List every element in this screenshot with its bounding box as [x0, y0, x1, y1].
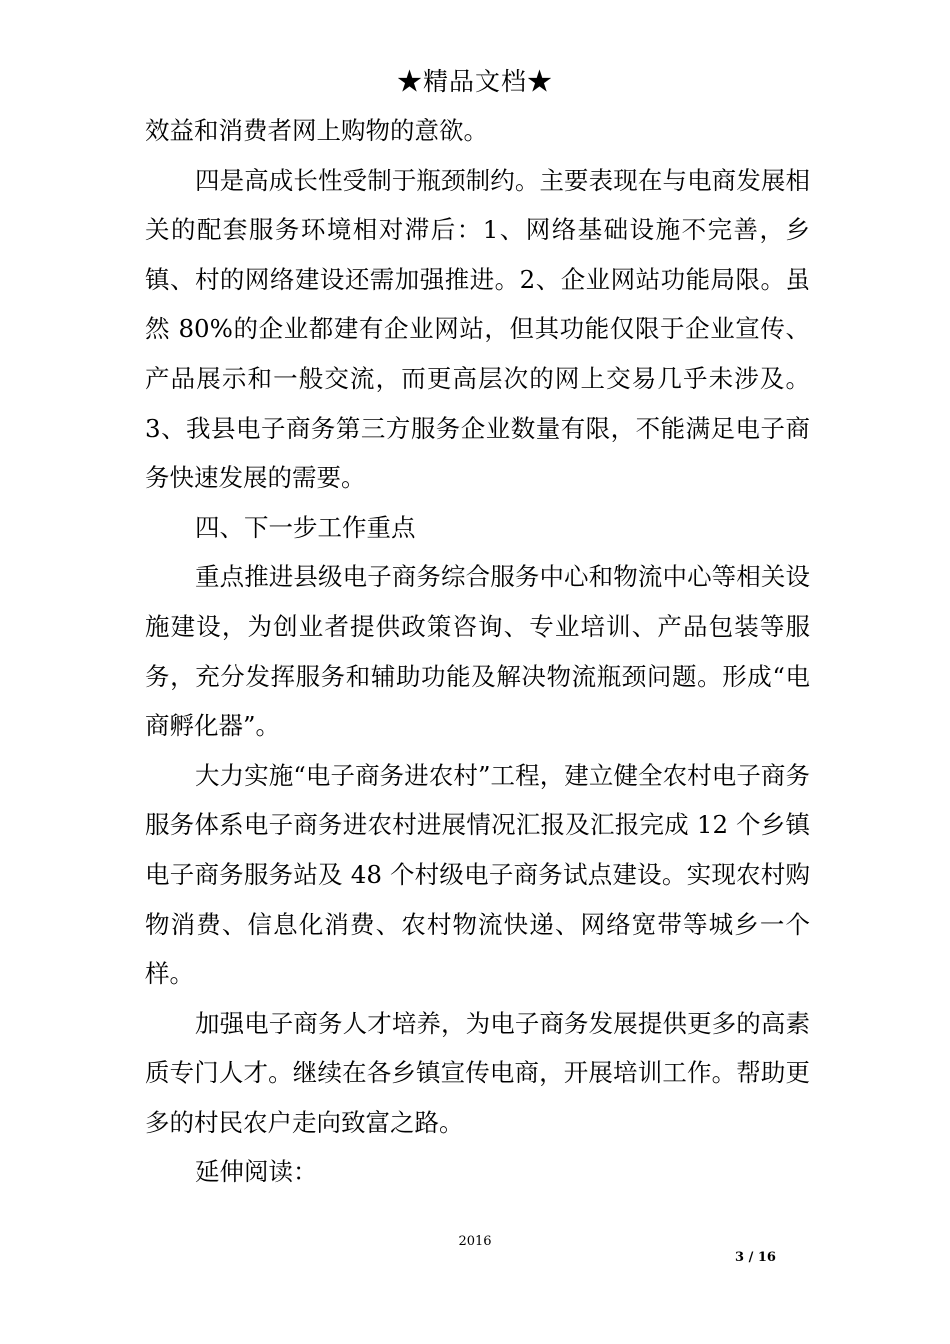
- paragraph-5: 加强电子商务人才培养，为电子商务发展提供更多的高素质专门人才。继续在各乡镇宣传电商，开展培训工作。帮助更多的村民农户走向致富之路。: [145, 1008, 810, 1137]
- paragraph-4: 大力实施“电子商务进农村”工程，建立健全农村电子商务服务体系电子商务进农村进展情况汇报及汇报完成 12 个乡镇电子商务服务站及 48 个村级电子商务试点建设。实现农村购物消费、信息化消费、农村物流快递、网络宽带等城乡一个样。: [145, 760, 810, 989]
- footer-year: 2016: [458, 1234, 492, 1249]
- paragraph-6: 延伸阅读：: [195, 1157, 318, 1187]
- page-number: 3 / 16: [735, 1250, 776, 1265]
- document-body: [145, 106, 810, 1197]
- paragraph-3: 重点推进县级电子商务综合服务中心和物流中心等相关设施建设，为创业者提供政策咨询、专业培训、产品包装等服务，充分发挥服务和辅助功能及解决物流瓶颈问题。形成“电商孵化器”。: [145, 562, 810, 741]
- paragraph-2: 四是高成长性受制于瓶颈制约。主要表现在与电商发展相关的配套服务环境相对滞后：1、网络基础设施不完善，乡镇、村的网络建设还需加强推进。2、企业网站功能局限。虽然 80%的企业都建有企业网站，但其功能仅限于企业宣传、产品展示和一般交流，而更高层次的网上交易几乎未涉及。3、我县电子商务第三方服务企业数量有限，不能满足电子商务快速发展的需要。: [145, 165, 810, 493]
- paragraph-1: 效益和消费者网上购物的意欲。: [145, 116, 488, 145]
- page-header-title: ★精品文档★: [396, 67, 553, 96]
- section-heading: 四、下一步工作重点: [195, 512, 416, 542]
